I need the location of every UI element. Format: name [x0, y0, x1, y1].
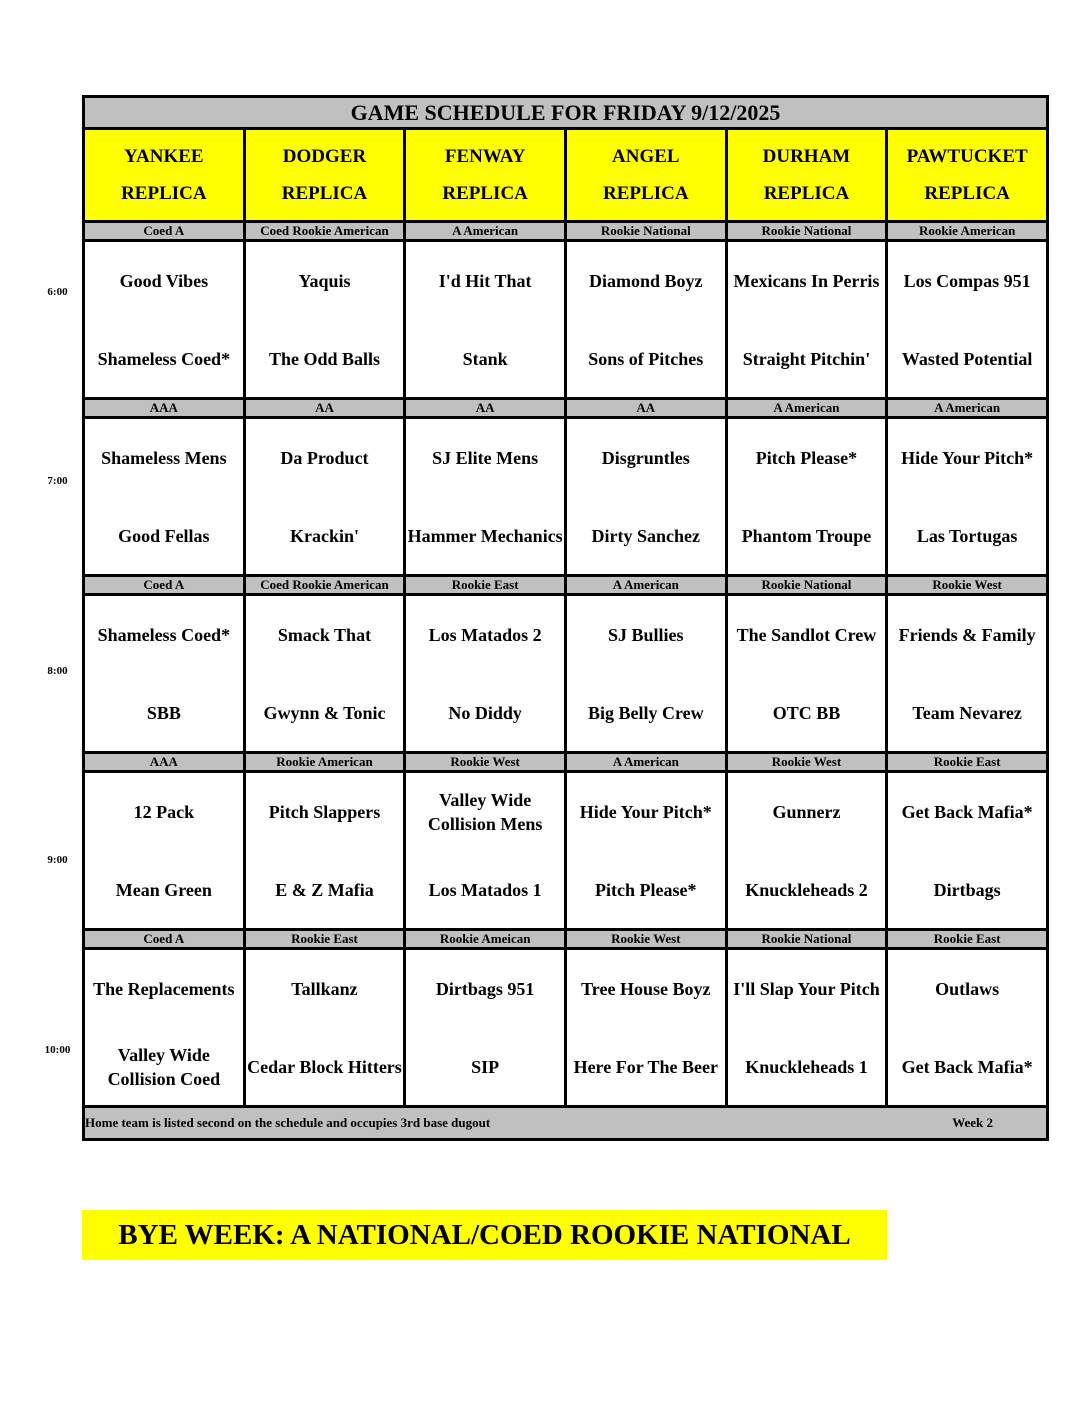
- away-team: Smack That: [244, 595, 405, 675]
- division-label: Coed A: [84, 222, 245, 241]
- home-team: Los Matados 1: [405, 851, 566, 930]
- home-team: Get Back Mafia*: [887, 1028, 1048, 1107]
- time-label: 8:00: [47, 665, 68, 677]
- home-team: Phantom Troupe: [726, 497, 887, 576]
- away-team: Hide Your Pitch*: [887, 418, 1048, 498]
- division-label: Coed Rookie American: [244, 576, 405, 595]
- away-team: Outlaws: [887, 949, 1048, 1029]
- division-label: AAA: [84, 399, 245, 418]
- division-label: Rookie American: [244, 753, 405, 772]
- division-label: A American: [726, 399, 887, 418]
- away-team: Friends & Family: [887, 595, 1048, 675]
- division-label: A American: [565, 753, 726, 772]
- home-team: Pitch Please*: [565, 851, 726, 930]
- away-team: Get Back Mafia*: [887, 772, 1048, 852]
- division-label: Coed A: [84, 576, 245, 595]
- home-team-row: [84, 1028, 1048, 1107]
- home-team-row: [84, 674, 1048, 753]
- field-header: [244, 129, 405, 222]
- field-name: ANGEL: [612, 146, 680, 167]
- away-team: The Replacements: [84, 949, 245, 1029]
- away-team: Valley Wide Collision Mens: [405, 772, 566, 852]
- away-team: 12 Pack: [84, 772, 245, 852]
- home-team: Hammer Mechanics: [405, 497, 566, 576]
- away-team: Pitch Please*: [726, 418, 887, 498]
- home-team: Las Tortugas: [887, 497, 1048, 576]
- schedule-table: [82, 95, 1049, 1141]
- division-label: Rookie National: [565, 222, 726, 241]
- field-name: YANKEE: [124, 146, 204, 167]
- home-team: Here For The Beer: [565, 1028, 726, 1107]
- division-label: Rookie East: [244, 930, 405, 949]
- home-team: E & Z Mafia: [244, 851, 405, 930]
- division-label: Coed A: [84, 930, 245, 949]
- away-team: Gunnerz: [726, 772, 887, 852]
- field-name: PAWTUCKET: [906, 146, 1028, 167]
- division-label: Rookie Ameican: [405, 930, 566, 949]
- away-team-row: [84, 595, 1048, 675]
- division-row: [84, 222, 1048, 241]
- division-label: Rookie West: [565, 930, 726, 949]
- division-label: A American: [887, 399, 1048, 418]
- field-subtitle: REPLICA: [924, 183, 1010, 204]
- away-team: Los Matados 2: [405, 595, 566, 675]
- away-team: The Sandlot Crew: [726, 595, 887, 675]
- division-row: [84, 753, 1048, 772]
- away-team: Shameless Mens: [84, 418, 245, 498]
- field-header: [405, 129, 566, 222]
- field-subtitle: REPLICA: [281, 183, 368, 204]
- field-subtitle: REPLICA: [121, 183, 207, 204]
- time-label: 6:00: [47, 286, 68, 298]
- home-team-row: [84, 320, 1048, 399]
- division-label: Rookie American: [887, 222, 1048, 241]
- home-team-row: [84, 497, 1048, 576]
- footer-row: [84, 1107, 1048, 1140]
- home-team: Shameless Coed*: [84, 320, 245, 399]
- home-team: Stank: [405, 320, 566, 399]
- home-team: The Odd Balls: [244, 320, 405, 399]
- home-team: Team Nevarez: [887, 674, 1048, 753]
- division-label: Rookie East: [887, 930, 1048, 949]
- division-label: Coed Rookie American: [244, 222, 405, 241]
- field-header: [565, 129, 726, 222]
- home-team: Valley Wide Collision Coed: [84, 1028, 245, 1107]
- division-label: Rookie National: [726, 930, 887, 949]
- away-team: Diamond Boyz: [565, 241, 726, 321]
- field-header: [887, 129, 1048, 222]
- division-label: AA: [244, 399, 405, 418]
- away-team-row: [84, 418, 1048, 498]
- division-label: Rookie National: [726, 576, 887, 595]
- division-row: [84, 399, 1048, 418]
- bye-week-banner: BYE WEEK: A NATIONAL/COED ROOKIE NATIONAL: [82, 1210, 887, 1260]
- away-team: Hide Your Pitch*: [565, 772, 726, 852]
- division-label: Rookie West: [887, 576, 1048, 595]
- home-team: Sons of Pitches: [565, 320, 726, 399]
- home-team: Wasted Potential: [887, 320, 1048, 399]
- away-team-row: [84, 949, 1048, 1029]
- home-team: Good Fellas: [84, 497, 245, 576]
- title-row: [84, 97, 1048, 129]
- division-label: A American: [565, 576, 726, 595]
- away-team: SJ Elite Mens: [405, 418, 566, 498]
- home-team: Dirty Sanchez: [565, 497, 726, 576]
- home-team-row: [84, 851, 1048, 930]
- home-team: Knuckleheads 1: [726, 1028, 887, 1107]
- away-team: Tree House Boyz: [565, 949, 726, 1029]
- field-subtitle: REPLICA: [763, 183, 850, 204]
- schedule-title: GAME SCHEDULE FOR FRIDAY 9/12/2025: [84, 97, 1048, 129]
- away-team: Pitch Slappers: [244, 772, 405, 852]
- field-name: DODGER: [282, 146, 367, 167]
- away-team: Mexicans In Perris: [726, 241, 887, 321]
- home-team: Cedar Block Hitters: [244, 1028, 405, 1107]
- away-team: I'll Slap Your Pitch: [726, 949, 887, 1029]
- away-team: SJ Bullies: [565, 595, 726, 675]
- away-team: Dirtbags 951: [405, 949, 566, 1029]
- division-label: Rookie East: [405, 576, 566, 595]
- away-team: Yaquis: [244, 241, 405, 321]
- field-header: [84, 129, 245, 222]
- home-team: Dirtbags: [887, 851, 1048, 930]
- division-label: AAA: [84, 753, 245, 772]
- away-team: Shameless Coed*: [84, 595, 245, 675]
- away-team: Disgruntles: [565, 418, 726, 498]
- home-team: Krackin': [244, 497, 405, 576]
- field-subtitle: REPLICA: [442, 183, 528, 204]
- home-team: Mean Green: [84, 851, 245, 930]
- division-row: [84, 576, 1048, 595]
- away-team: Good Vibes: [84, 241, 245, 321]
- field-subtitle: REPLICA: [603, 183, 689, 204]
- home-team: OTC BB: [726, 674, 887, 753]
- away-team: Los Compas 951: [887, 241, 1048, 321]
- home-team: No Diddy: [405, 674, 566, 753]
- away-team: Da Product: [244, 418, 405, 498]
- home-team: SIP: [405, 1028, 566, 1107]
- division-label: Rookie National: [726, 222, 887, 241]
- home-team: Knuckleheads 2: [726, 851, 887, 930]
- home-team: SBB: [84, 674, 245, 753]
- division-label: AA: [405, 399, 566, 418]
- division-label: Rookie West: [405, 753, 566, 772]
- away-team: Tallkanz: [244, 949, 405, 1029]
- division-row: [84, 930, 1048, 949]
- division-label: AA: [565, 399, 726, 418]
- field-row: [84, 129, 1048, 222]
- division-label: Rookie West: [726, 753, 887, 772]
- time-label: 7:00: [47, 475, 68, 487]
- time-label: 9:00: [47, 854, 68, 866]
- footer-note: Home team is listed second on the schedule and occupies 3rd base dugout: [85, 1115, 491, 1130]
- division-label: A American: [405, 222, 566, 241]
- week-label: Week 2: [952, 1115, 993, 1130]
- away-team-row: [84, 772, 1048, 852]
- field-header: [726, 129, 887, 222]
- home-team: Straight Pitchin': [726, 320, 887, 399]
- field-name: DURHAM: [762, 146, 851, 167]
- field-name: FENWAY: [444, 146, 526, 167]
- home-team: Gwynn & Tonic: [244, 674, 405, 753]
- division-label: Rookie East: [887, 753, 1048, 772]
- time-label: 10:00: [44, 1044, 71, 1056]
- away-team: I'd Hit That: [405, 241, 566, 321]
- home-team: Big Belly Crew: [565, 674, 726, 753]
- away-team-row: [84, 241, 1048, 321]
